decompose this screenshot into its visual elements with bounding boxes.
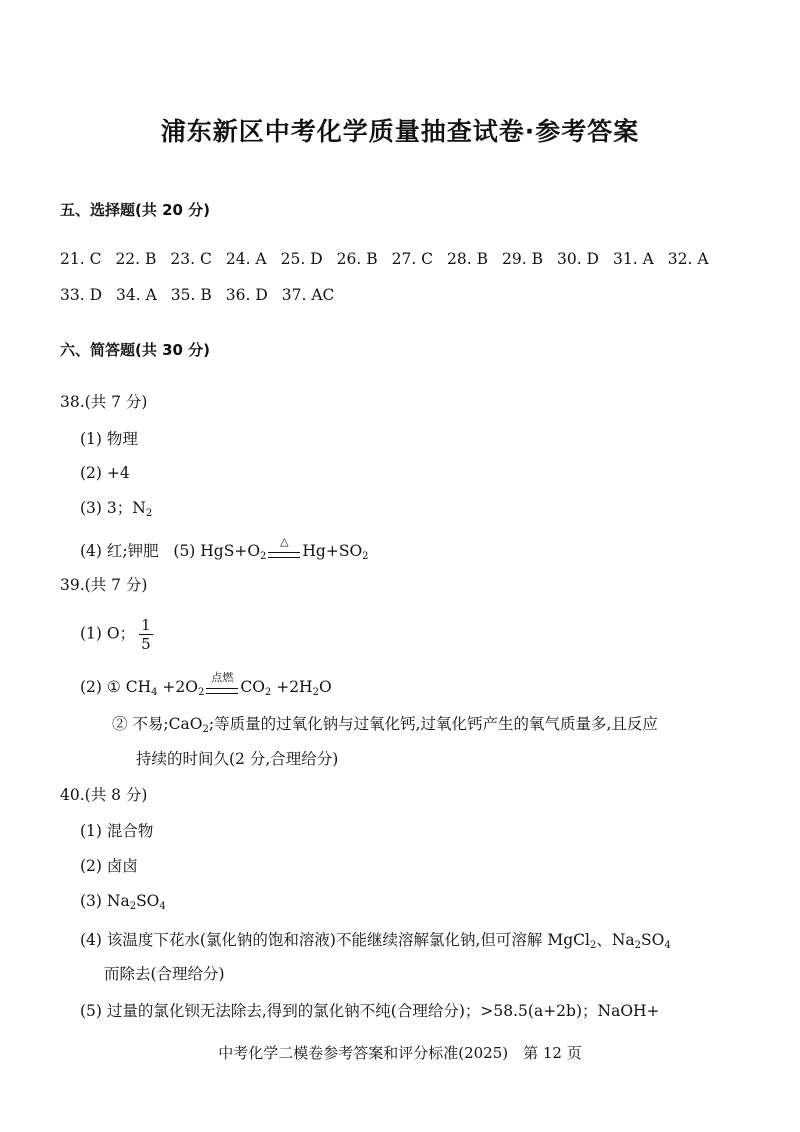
answer-item: 28. B: [447, 250, 489, 268]
q38-answer3: [80, 497, 152, 519]
choice-answers-row1: [60, 248, 723, 270]
section6-heading: 六、简答题(共 30 分): [60, 341, 211, 359]
answer-item: 26. B: [336, 250, 378, 268]
equation-part: Hg+SO: [302, 542, 363, 560]
answer-item: 23. C: [170, 250, 212, 268]
answer-item: 21. C: [60, 250, 102, 268]
subscript: 2: [145, 508, 153, 519]
q40-answer2: (2) 卤卤: [80, 857, 138, 875]
q39-answer2: [80, 671, 332, 698]
q39-answer3-line1: [112, 713, 658, 735]
q39-answer1: [80, 616, 153, 653]
q40-heading: 40.(共 8 分): [60, 786, 148, 804]
equation-part: (5) HgS+O: [173, 542, 261, 560]
answer-item: 29. B: [502, 250, 543, 268]
answer-item: 30. D: [556, 250, 599, 268]
q39-answer3-line2: 持续的时间久(2 分,合理给分): [136, 750, 339, 768]
subscript: 2: [260, 551, 267, 562]
heat-symbol: △: [280, 535, 289, 548]
subscript: 2: [197, 687, 205, 698]
q39-heading: 39.(共 7 分): [60, 576, 148, 594]
ignition-label: 点燃: [211, 671, 234, 684]
equation-part: (2) ① CH: [80, 678, 152, 696]
answer-item: 33. D: [60, 286, 103, 304]
answer-text: (4) 红;钾肥: [80, 542, 159, 560]
q40-answer1: (1) 混合物: [80, 822, 154, 840]
formula-part: (3) Na: [80, 892, 130, 910]
subscript: 4: [664, 940, 671, 951]
q38-answer1: (1) 物理: [80, 430, 138, 448]
q38-heading: 38.(共 7 分): [60, 393, 148, 411]
answer-item: 27. C: [391, 250, 434, 268]
q40-answer4-line2: 而除去(合理给分): [104, 965, 225, 983]
answer-item: 35. B: [170, 286, 212, 304]
equation-part: +2H: [271, 678, 313, 696]
page-footer: 中考化学二模卷参考答案和评分标准(2025) 第 12 页: [218, 1044, 582, 1062]
equation-part: +2O: [157, 678, 198, 696]
subscript: 2: [589, 940, 597, 951]
q38-answer4-5: [80, 535, 369, 562]
q40-answer4-line1: [80, 929, 671, 951]
answer-text: 、Na: [596, 931, 635, 949]
page-title: 浦东新区中考化学质量抽查试卷·参考答案: [160, 117, 640, 146]
reaction-condition-arrow: [204, 671, 240, 698]
fraction: [139, 616, 153, 653]
answer-text: ;等质量的过氧化钠与过氧化钙,过氧化钙产生的氧气质量多,且反应: [208, 715, 658, 733]
numerator: 1: [141, 616, 151, 634]
answer-item: 31. A: [613, 250, 654, 268]
answer-item: 25. D: [280, 250, 323, 268]
subscript: 2: [129, 901, 137, 912]
q40-answer3: [80, 890, 166, 912]
answer-item: 36. D: [225, 286, 268, 304]
q40-answer5: (5) 过量的氯化钡无法除去,得到的氯化钠不纯(合理给分)；>58.5(a+2b)；NaOH+: [80, 1002, 660, 1020]
answer-text: (3) 3；N: [80, 499, 146, 517]
answer-text: SO: [641, 931, 665, 949]
answer-item: 24. A: [225, 250, 267, 268]
subscript: 4: [151, 687, 158, 698]
q38-answer2: (2) +4: [80, 464, 130, 482]
subscript: 2: [362, 551, 369, 562]
equation-part: O: [318, 678, 332, 696]
answer-item: 34. A: [116, 286, 157, 304]
answer-text: (1) O；: [80, 624, 136, 643]
answer-item: 22. B: [115, 250, 157, 268]
formula-part: SO: [136, 892, 160, 910]
denominator: 5: [141, 635, 151, 653]
section5-heading: 五、选择题(共 20 分): [60, 201, 211, 219]
reaction-condition-arrow: [266, 535, 302, 562]
subscript: 2: [264, 687, 272, 698]
subscript: 2: [312, 687, 319, 698]
answer-text: ② 不易;CaO: [112, 715, 203, 733]
subscript: 2: [634, 940, 642, 951]
answer-item: 32. A: [667, 250, 709, 268]
answer-text: (4) 该温度下花水(氯化钠的饱和溶液)不能继续溶解氯化钠,但可溶解 MgCl: [80, 931, 590, 949]
choice-answers-row2: [60, 284, 348, 306]
answer-item: 37. AC: [281, 286, 335, 304]
equation-part: CO: [240, 678, 265, 696]
subscript: 2: [202, 724, 209, 735]
subscript: 4: [159, 901, 166, 912]
